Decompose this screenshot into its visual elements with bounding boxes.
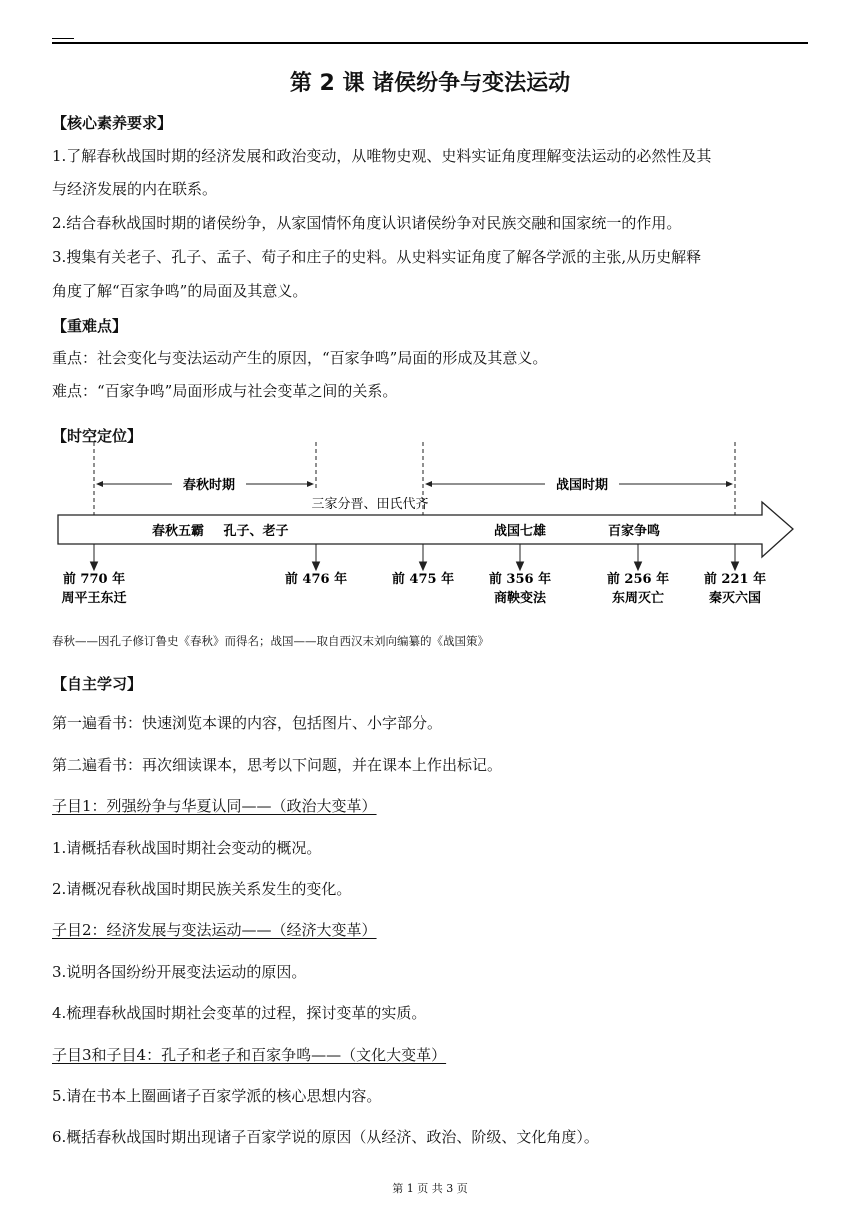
tick-year-475: 前 475 年 [391,572,455,587]
label-partition-jin: 三家分晋、田氏代齐 [311,497,429,512]
label-seven-states: 战国七雄 [493,524,547,539]
subtopic-3: 子目3和子目4：孔子和老子和百家争鸣——（文化大变革） [52,1046,447,1064]
question-3: 3.说明各国纷纷开展变法运动的原因。 [52,963,307,981]
tick-year-476: 前 476 年 [284,572,348,587]
label-five-hegemons: 春秋五霸 [151,524,205,539]
period-warring-states: 战国时期 [555,478,609,493]
label-hundred-schools: 百家争鸣 [607,524,661,539]
core-heading: 【核心素养要求】 [52,114,173,132]
core-line-3: 2.结合春秋战国时期的诸侯纷争，从家国情怀角度认识诸侯纷争对民族交融和国家统一的作用。 [52,214,682,232]
page-footer: 第 1 页 共 3 页 [392,1182,468,1195]
label-confucius-laozi: 孔子、老子 [223,524,289,539]
header-rule [52,42,808,44]
timeline-caption: 春秋——因孔子修订鲁史《春秋》而得名；战国——取自西汉末刘向编纂的《战国策》 [52,634,489,648]
tick-event-356: 商鞅变法 [493,591,547,606]
tick-event-256: 东周灭亡 [611,591,665,606]
tick-year-770: 前 770 年 [62,572,126,587]
question-4: 4.梳理春秋战国时期社会变革的过程，探讨变革的实质。 [52,1004,427,1022]
tick-event-770: 周平王东迁 [61,591,127,606]
self-study-heading: 【自主学习】 [52,675,143,693]
question-6: 6.概括春秋战国时期出现诸子百家学说的原因（从经济、政治、阶级、文化角度）。 [52,1128,599,1146]
core-line-1: 1.了解春秋战国时期的经济发展和政治变动，从唯物史观、史料实证角度理解变法运动的必然性及其 [52,147,712,165]
timeline-diagram [0,440,860,615]
subtopic-1: 子目1：列强纷争与华夏认同——（政治大变革） [52,797,377,815]
question-5: 5.请在书本上圈画诸子百家学派的核心思想内容。 [52,1087,382,1105]
tick-year-256: 前 256 年 [606,572,670,587]
key-heading: 【重难点】 [52,317,128,335]
timeline-heading: 【时空定位】 [52,427,143,445]
self-study-line-1: 第一遍看书：快速浏览本课的内容，包括图片、小字部分。 [52,714,443,732]
self-study-line-2: 第二遍看书：再次细读课本，思考以下问题，并在课本上作出标记。 [52,756,503,774]
page-title: 第 2 课 诸侯纷争与变法运动 [289,71,571,96]
core-line-4: 3.搜集有关老子、孔子、孟子、荀子和庄子的史料。从史料实证角度了解各学派的主张,从历史解释 [52,248,702,266]
tick-event-221: 秦灭六国 [708,591,762,606]
subtopic-2: 子目2：经济发展与变法运动——（经济大变革） [52,921,377,939]
key-line-2: 难点：“百家争鸣”局面形成与社会变革之间的关系。 [52,382,398,400]
question-2: 2.请概况春秋战国时期民族关系发生的变化。 [52,880,352,898]
header-short-rule [52,38,74,39]
tick-year-221: 前 221 年 [703,572,767,587]
core-line-5: 角度了解“百家争鸣”的局面及其意义。 [52,282,308,300]
core-line-2: 与经济发展的内在联系。 [52,180,218,198]
question-1: 1.请概括春秋战国时期社会变动的概况。 [52,839,322,857]
tick-year-356: 前 356 年 [488,572,552,587]
key-line-1: 重点：社会变化与变法运动产生的原因，“百家争鸣”局面的形成及其意义。 [52,349,548,367]
period-spring-autumn: 春秋时期 [182,478,236,493]
